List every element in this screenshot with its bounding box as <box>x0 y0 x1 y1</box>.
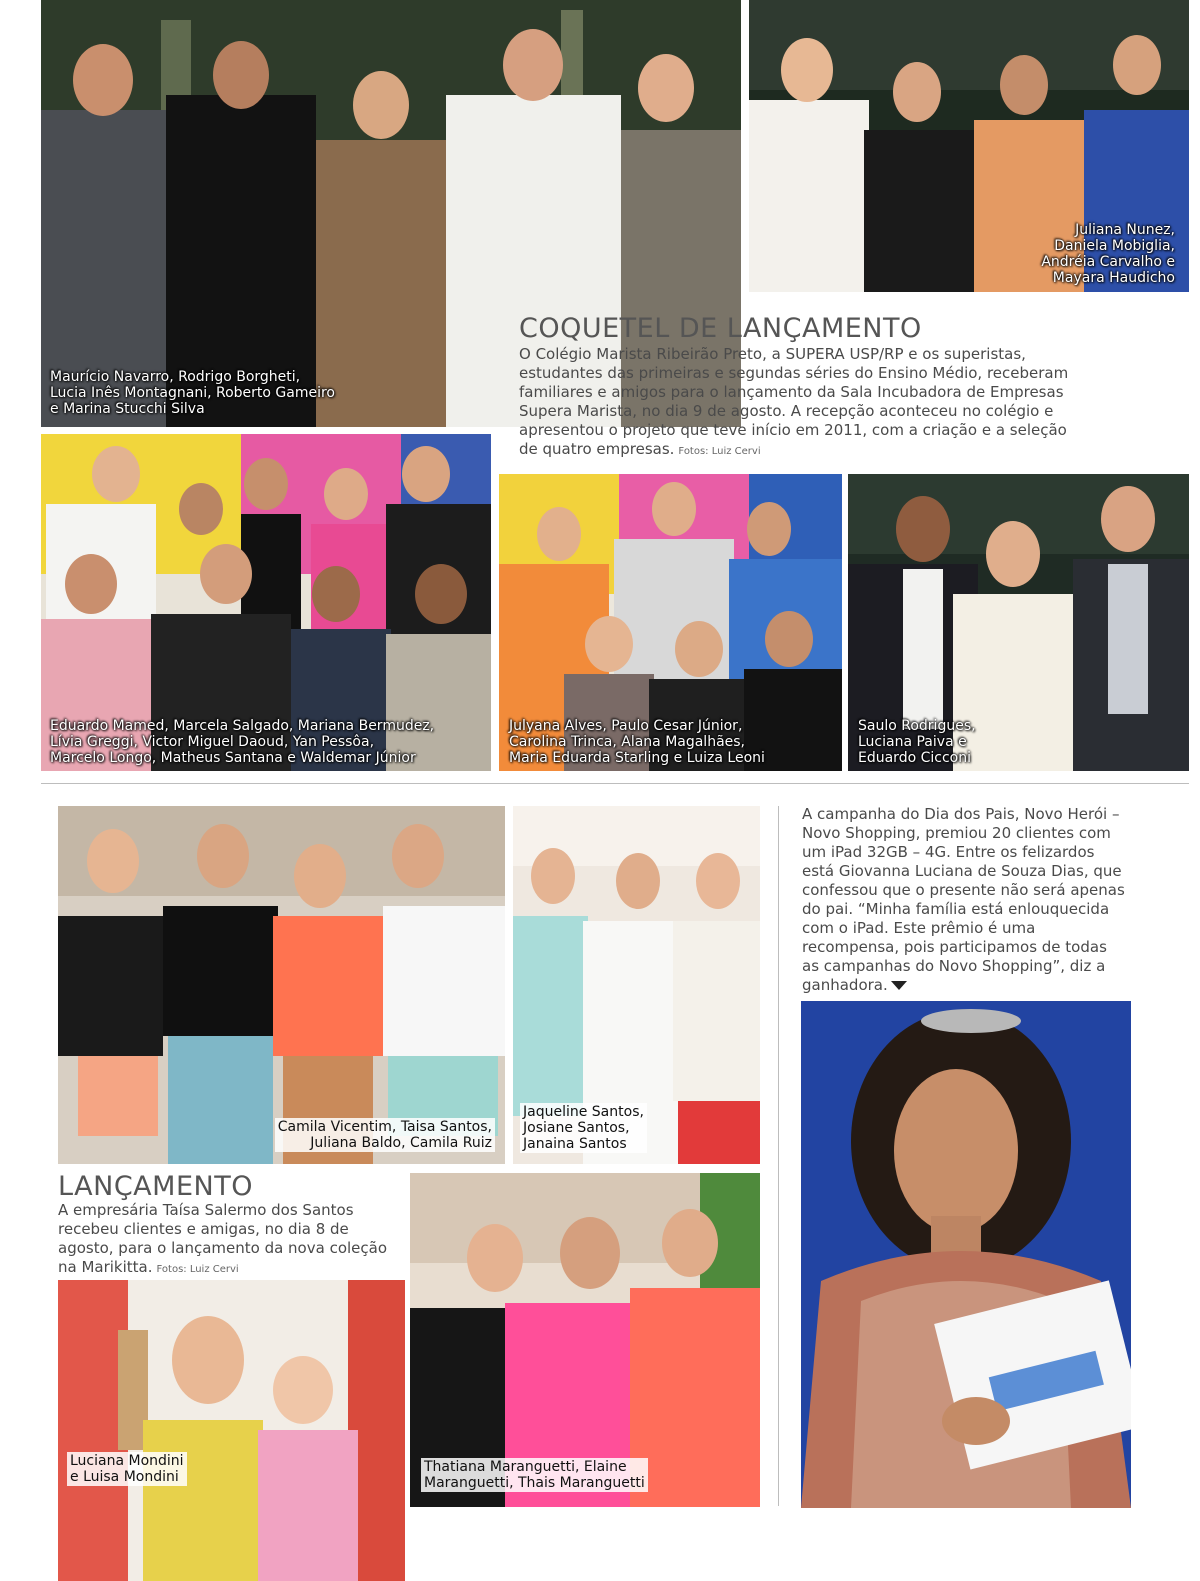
section-body-text <box>519 345 1079 461</box>
photo-caption: Saulo Rodrigues, Luciana Paiva e Eduardo Cicconi <box>858 718 976 766</box>
photo-winner-with-ipad <box>801 1001 1131 1508</box>
photo-three-women-store <box>513 806 760 1164</box>
photo-caption: Julyana Alves, Paulo Cesar Júnior, Carolina Trinca, Alana Magalhães, Maria Eduarda Starling e Luiza Leoni <box>509 718 765 766</box>
photo-three-women-pink <box>410 1173 760 1507</box>
section-divider <box>41 783 1189 784</box>
body-text: A empresária Taísa Salermo dos Santos recebeu clientes e amigas, no dia 8 de agosto, para o lançamento da nova coleção na Marikitta. <box>58 1201 388 1276</box>
photo-three-adults <box>848 474 1189 771</box>
photo-caption: Maurício Navarro, Rodrigo Borgheti, Lucia Inês Montagnani, Roberto Gameiro e Marina Stucchi Silva <box>50 369 335 417</box>
section-heading: COQUETEL DE LANÇAMENTO <box>519 313 922 344</box>
body-text: O Colégio Marista Ribeirão Preto, a SUPERA USP/RP e os superistas, estudantes das primeiras e segundas séries do Ensino Médio, receberam familiares e amigos para o lançamento da Sala Incubadora de Empresas Supera Marista, no dia 9 de agosto. A recepção aconteceu no colégio e apresentou o projeto que teve início em 2011, com a criação e a seleção de quatro empresas. <box>519 345 1069 458</box>
photo-four-women-store <box>58 806 505 1164</box>
photo-credit: Fotos: Luiz Cervi <box>678 446 761 457</box>
photo-mother-and-child <box>58 1280 405 1581</box>
section-heading: LANÇAMENTO <box>58 1171 253 1202</box>
photo-caption: Thatiana Maranguetti, Elaine Maranguetti, Thais Maranguetti <box>421 1458 648 1492</box>
photo-caption: Juliana Nunez, Daniela Mobiglia, Andréia Carvalho e Mayara Haudicho <box>1041 222 1175 286</box>
photo-credit: Fotos: Luiz Cervi <box>156 1264 239 1275</box>
arrow-down-icon <box>891 981 907 990</box>
photo-student-group <box>41 434 491 771</box>
photo-student-group <box>499 474 842 771</box>
column-divider <box>778 806 779 1506</box>
campaign-text <box>802 805 1127 995</box>
photo-caption: Jaqueline Santos, Josiane Santos, Janaina Santos <box>520 1103 647 1153</box>
body-text: A campanha do Dia dos Pais, Novo Herói – Novo Shopping, premiou 20 clientes com um iPad 32GB – 4G. Entre os felizardos está Giovanna Luciana de Souza Dias, que confessou que o presente não será apenas do pai. “Minha família está enlouquecida com o iPad. Este prêmio é uma recompensa, pois participamos de todas as campanhas do Novo Shopping”, diz a ganhadora. <box>802 805 1125 994</box>
section-body-text <box>58 1201 403 1279</box>
photo-four-women <box>749 0 1189 292</box>
photo-caption: Eduardo Mamed, Marcela Salgado, Mariana Bermudez, Lívia Greggi, Victor Miguel Daoud, Yan Pessôa, Marcelo Longo, Matheus Santana e Waldemar Júnior <box>50 718 435 766</box>
photo-caption: Camila Vicentim, Taisa Santos, Juliana Baldo, Camila Ruiz <box>275 1118 495 1152</box>
photo-caption: Luciana Mondini e Luisa Mondini <box>67 1452 187 1486</box>
